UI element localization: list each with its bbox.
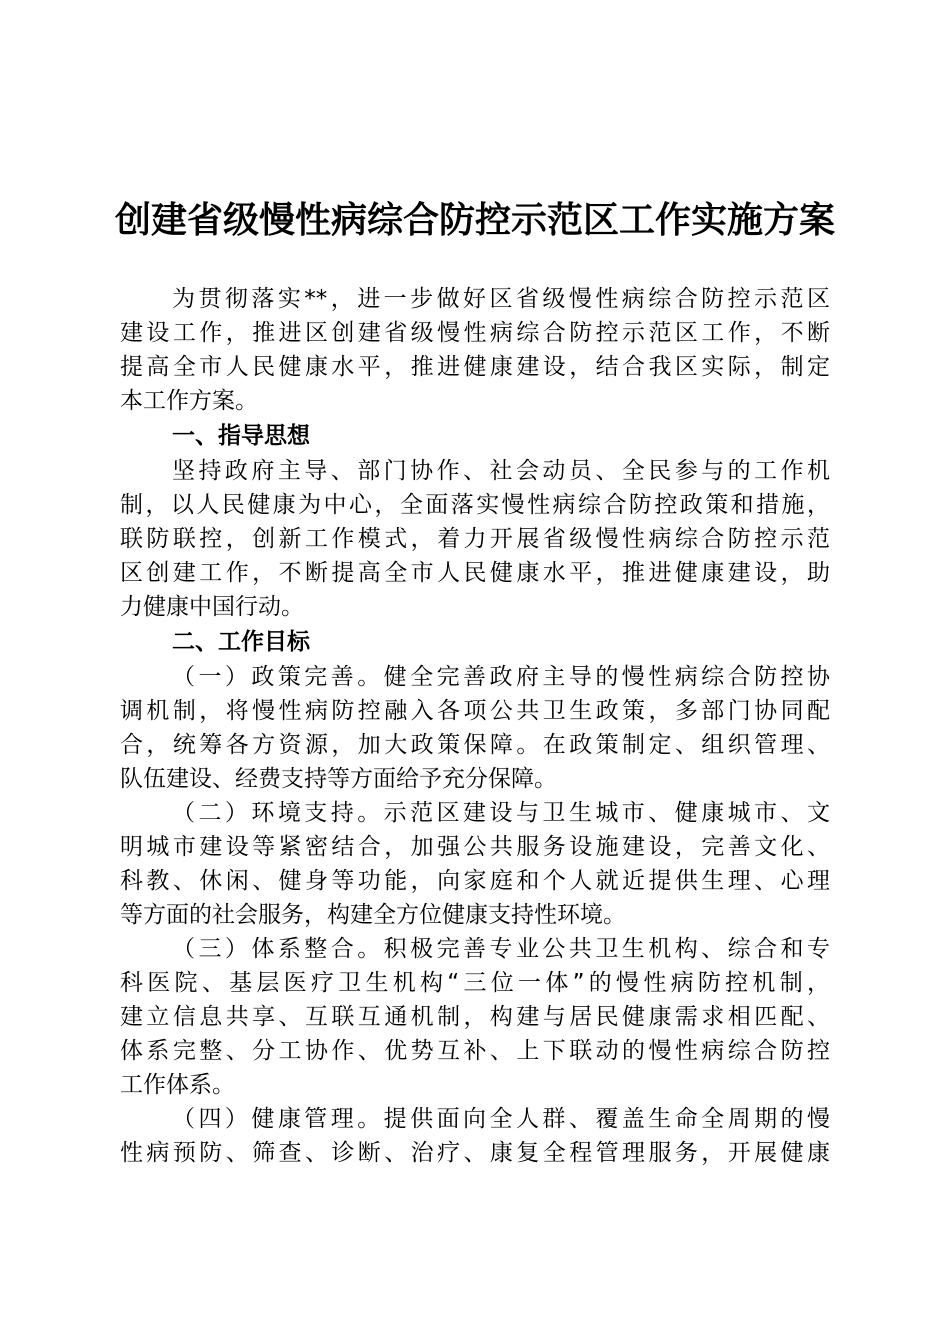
paragraph-line: 为贯彻落实**，进一步做好区省级慢性病综合防控示范区 — [172, 286, 830, 312]
paragraph-line: 提高全市人民健康水平，推进健康建设，结合我区实际，制定 — [120, 354, 830, 380]
paragraph-line: 科教、休闲、健身等功能，向家庭和个人就近提供生理、心理 — [120, 868, 830, 894]
document-title: 创建省级慢性病综合防控示范区工作实施方案 — [114, 199, 835, 241]
paragraph-line: 等方面的社会服务，构建全方位健康支持性环境。 — [120, 902, 626, 928]
paragraph-line: 性病预防、筛查、诊断、治疗、康复全程管理服务，开展健康 — [120, 1140, 830, 1166]
paragraph-line: （一）政策完善。健全完善政府主导的慢性病综合防控协 — [172, 664, 830, 690]
paragraph-line: 力健康中国行动。 — [120, 594, 304, 620]
paragraph-line: 坚持政府主导、部门协作、社会动员、全民参与的工作机 — [172, 458, 830, 484]
paragraph-line: 联防联控，创新工作模式，着力开展省级慢性病综合防控示范 — [120, 526, 830, 552]
document-body — [120, 282, 830, 1170]
paragraph-line: 体系完整、分工协作、优势互补、上下联动的慢性病综合防控 — [120, 1038, 830, 1064]
paragraph-line: 制，以人民健康为中心，全面落实慢性病综合防控政策和措施， — [120, 492, 830, 518]
paragraph-line: 明城市建设等紧密结合，加强公共服务设施建设，完善文化、 — [120, 834, 830, 860]
paragraph-line: 科医院、基层医疗卫生机构“三位一体”的慢性病防控机制， — [120, 970, 830, 996]
paragraph-line: 队伍建设、经费支持等方面给予充分保障。 — [120, 766, 557, 792]
paragraph-line: 区创建工作，不断提高全市人民健康水平，推进健康建设，助 — [120, 560, 830, 586]
section-heading-guiding-ideology: 一、指导思想 — [172, 423, 310, 449]
paragraph-line: （三）体系整合。积极完善专业公共卫生机构、综合和专 — [172, 936, 830, 962]
paragraph-line: 建设工作，推进区创建省级慢性病综合防控示范区工作，不断 — [120, 320, 830, 346]
paragraph-line: 建立信息共享、互联互通机制，构建与居民健康需求相匹配、 — [120, 1004, 830, 1030]
paragraph-line: （四）健康管理。提供面向全人群、覆盖生命全周期的慢 — [172, 1106, 830, 1132]
paragraph-line: 本工作方案。 — [120, 388, 258, 414]
section-heading-work-goals: 二、工作目标 — [172, 629, 310, 655]
paragraph-line: 合，统筹各方资源，加大政策保障。在政策制定、组织管理、 — [120, 732, 830, 758]
paragraph-line: 工作体系。 — [120, 1072, 235, 1098]
paragraph-line: （二）环境支持。示范区建设与卫生城市、健康城市、文 — [172, 800, 830, 826]
paragraph-line: 调机制，将慢性病防控融入各项公共卫生政策，多部门协同配 — [120, 698, 830, 724]
